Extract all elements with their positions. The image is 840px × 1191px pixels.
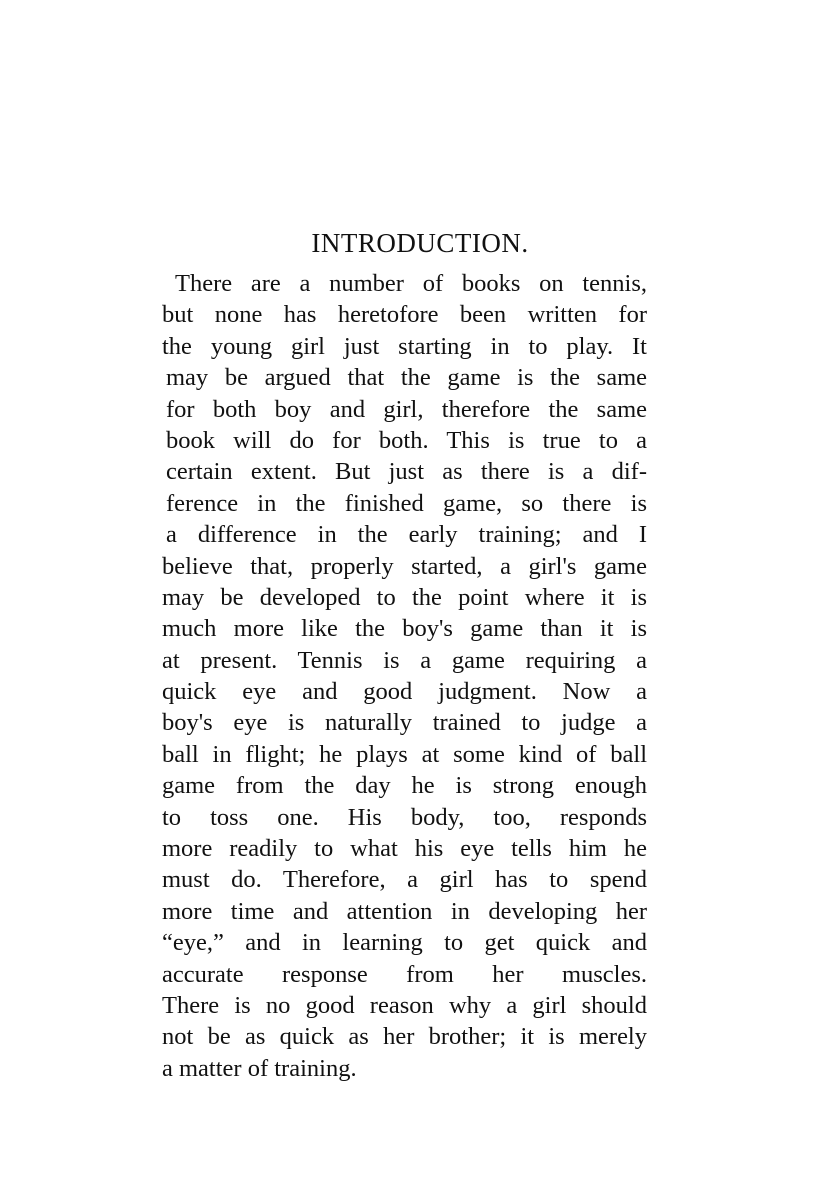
paragraph-line: game from the day he is strong enough [162, 772, 647, 800]
paragraph-line: for both boy and girl, therefore the same [166, 395, 647, 423]
paragraph-line: a matter of training. [162, 1054, 357, 1082]
paragraph-line: much more like the boy's game than it is [162, 615, 647, 643]
introduction-paragraph [162, 268, 647, 1084]
paragraph-line: book will do for both. This is true to a [166, 426, 647, 454]
paragraph-line: must do. Therefore, a girl has to spend [162, 866, 647, 894]
paragraph-line: quick eye and good judgment. Now a [162, 678, 647, 706]
paragraph-line: may be developed to the point where it is [162, 583, 647, 611]
paragraph-line: at present. Tennis is a game requiring a [162, 646, 647, 674]
paragraph-line: a difference in the early training; and I [166, 521, 647, 549]
paragraph-line: not be as quick as her brother; it is merely [162, 1023, 647, 1051]
paragraph-line: There is no good reason why a girl should [162, 991, 647, 1019]
paragraph-line: ference in the finished game, so there is [166, 489, 647, 517]
chapter-heading: INTRODUCTION. [311, 228, 529, 258]
paragraph-line: believe that, properly started, a girl's game [162, 552, 647, 580]
paragraph-line: ball in flight; he plays at some kind of ball [162, 740, 647, 768]
paragraph-line: accurate response from her muscles. [162, 960, 647, 988]
paragraph-line: “eye,” and in learning to get quick and [162, 929, 647, 957]
paragraph-line: but none has heretofore been written for [162, 301, 647, 329]
paragraph-line: boy's eye is naturally trained to judge a [162, 709, 647, 737]
paragraph-line: more readily to what his eye tells him he [162, 835, 647, 863]
paragraph-line: certain extent. But just as there is a dif- [166, 458, 647, 486]
paragraph-line: There are a number of books on tennis, [175, 270, 647, 297]
paragraph-line: the young girl just starting in to play. It [162, 332, 647, 360]
paragraph-line: more time and attention in developing her [162, 897, 647, 925]
paragraph-line: to toss one. His body, too, responds [162, 803, 647, 831]
paragraph-line: may be argued that the game is the same [166, 364, 647, 392]
